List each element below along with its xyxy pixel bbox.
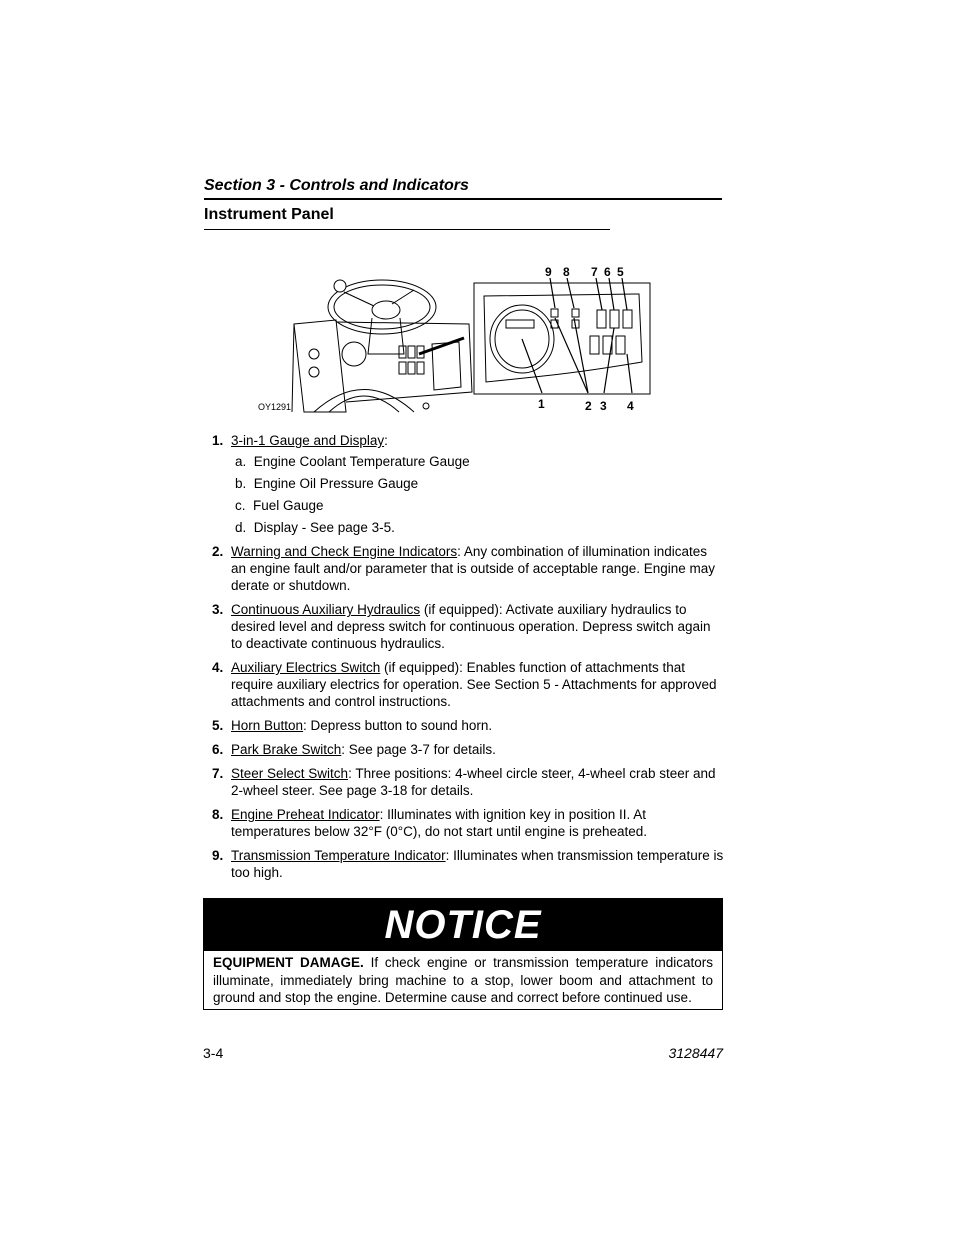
item-term: Horn Button	[231, 718, 304, 733]
item-number: 2.	[212, 544, 224, 559]
notice-text: If check engine or transmission temperature indicators illuminate, immediately bring machine to a stop, lower boom and attachment to ground and stop the engine. Determine cause and correct before continued use.	[213, 955, 713, 1005]
callout-1: 1	[538, 397, 545, 411]
item-term: Engine Preheat Indicator	[231, 807, 380, 822]
list-item	[204, 601, 724, 652]
callout-4: 4	[627, 399, 634, 413]
sub-item: b. Engine Oil Pressure Gauge	[235, 476, 419, 491]
item-number: 4.	[212, 660, 224, 675]
sub-item: c. Fuel Gauge	[235, 498, 324, 513]
callout-6: 6	[604, 265, 611, 279]
item-text: : Three positions: 4-wheel circle steer, 4-wheel crab steer and 2-wheel steer. See page 3-18 for details.	[231, 766, 716, 798]
section-title: Section 3 - Controls and Indicators	[204, 177, 722, 200]
item-text: : Illuminates with ignition key in position II. At temperatures below 32°F (0°C), do not start until engine is preheated.	[231, 807, 648, 839]
item-term: Auxiliary Electrics Switch	[231, 660, 381, 675]
callout-7: 7	[591, 265, 598, 279]
callout-8: 8	[563, 265, 570, 279]
figure-id: OY1291	[258, 402, 292, 412]
notice-heading: NOTICE	[204, 899, 722, 951]
item-number: 3.	[212, 602, 224, 617]
instrument-panel-figure	[254, 262, 654, 417]
item-term: Continuous Auxiliary Hydraulics	[231, 602, 421, 617]
notice-box	[203, 898, 723, 1010]
item-term: Steer Select Switch	[231, 766, 349, 781]
list-item	[204, 432, 724, 536]
item-text: :	[384, 433, 388, 448]
list-item	[204, 543, 724, 594]
item-number: 8.	[212, 807, 224, 822]
list-item	[204, 659, 724, 710]
list-item	[204, 806, 724, 840]
list-item	[204, 717, 724, 734]
item-text: (if equipped): Enables function of attachments that require auxiliary electrics for operation. See Section 5 - Attachments for approved attachments and control instructions.	[231, 660, 717, 709]
document-number: 3128447	[668, 1045, 723, 1061]
item-term: Warning and Check Engine Indicators	[231, 544, 458, 559]
item-text: : See page 3-7 for details.	[341, 742, 496, 757]
item-number: 1.	[212, 433, 224, 448]
subsection-title: Instrument Panel	[204, 206, 610, 230]
sublist	[231, 453, 724, 536]
item-number: 6.	[212, 742, 224, 757]
list-item	[204, 765, 724, 799]
sub-item: d. Display - See page 3-5.	[235, 520, 395, 535]
list-item	[204, 847, 724, 881]
callout-9: 9	[545, 265, 552, 279]
item-number: 9.	[212, 848, 224, 863]
page-number: 3-4	[203, 1045, 224, 1061]
notice-body	[204, 951, 722, 1007]
item-number: 7.	[212, 766, 224, 781]
item-number: 5.	[212, 718, 224, 733]
item-term: Park Brake Switch	[231, 742, 342, 757]
item-term: Transmission Temperature Indicator	[231, 848, 446, 863]
callout-3: 3	[600, 399, 607, 413]
item-term: 3-in-1 Gauge and Display	[231, 433, 385, 448]
list-item	[204, 741, 724, 758]
item-list	[204, 432, 724, 888]
item-text: (if equipped): Activate auxiliary hydraulics to desired level and depress switch for continuous operation. Depress switch again to deactivate continuous hydraulics.	[231, 602, 711, 651]
sub-item: a. Engine Coolant Temperature Gauge	[235, 454, 470, 469]
item-text: : Any combination of illumination indicates an engine fault and/or parameter that is outside of acceptable range. Engine may derate or shutdown.	[231, 544, 716, 593]
item-text: : Illuminates when transmission temperature is too high.	[231, 848, 724, 880]
callout-2: 2	[585, 399, 592, 413]
callout-5: 5	[617, 265, 624, 279]
notice-lead: EQUIPMENT DAMAGE.	[213, 955, 364, 970]
item-text: : Depress button to sound horn.	[303, 718, 493, 733]
